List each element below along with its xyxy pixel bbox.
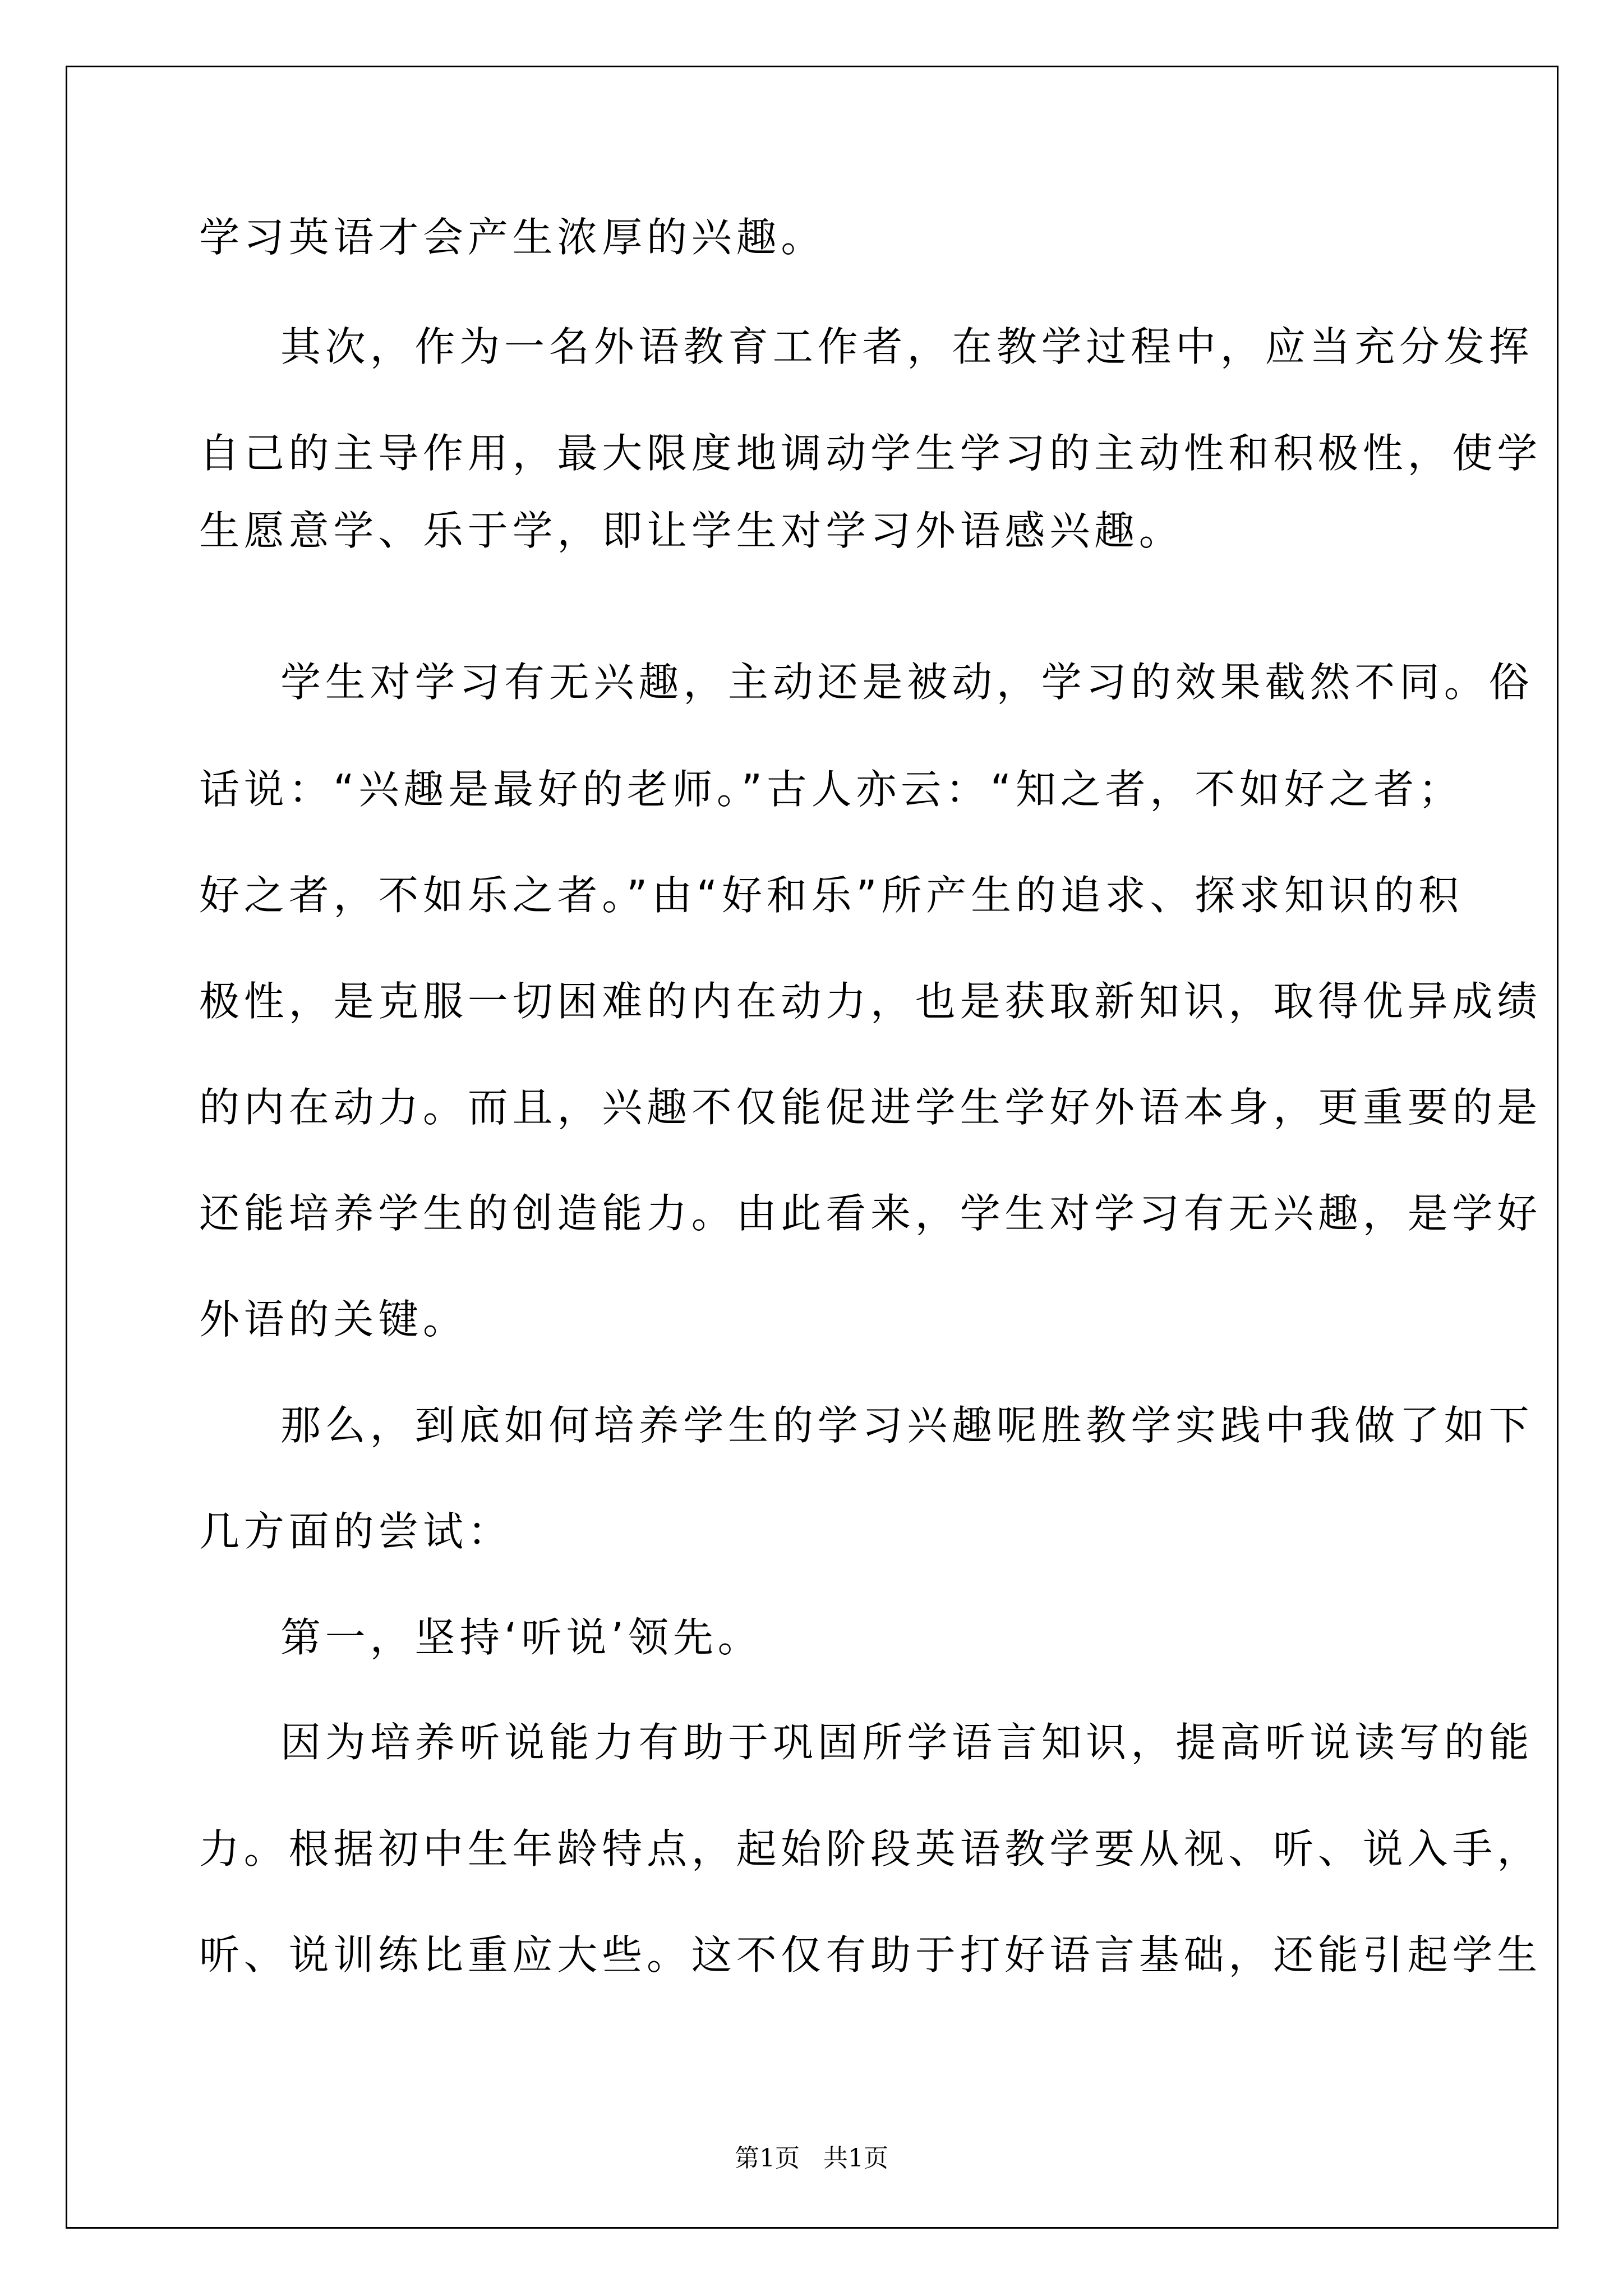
text-line: 生愿意学、乐于学，即让学生对学习外语感兴趣。: [199, 507, 1184, 554]
paragraph-start-line: 第一，坚持‘听说’领先。: [280, 1614, 763, 1661]
paragraph-start-line: 其次，作为一名外语教育工作者，在教学过程中，应当充分发挥: [280, 323, 1534, 370]
text-line: 的内在动力。而且，兴趣不仅能促进学生学好外语本身，更重要的是: [199, 1084, 1542, 1131]
page-number-footer: 第1页 共1页: [735, 2144, 888, 2173]
text-line: 力。根据初中生年龄特点，起始阶段英语教学要从视、听、说入手，: [199, 1825, 1542, 1872]
paragraph-start-line: 因为培养听说能力有助于巩固所学语言知识，提高听说读写的能: [280, 1719, 1534, 1766]
text-line: 外语的关键。: [199, 1296, 468, 1343]
paragraph-start-line: 学生对学习有无兴趣，主动还是被动，学习的效果截然不同。俗: [280, 659, 1534, 706]
text-line: 听、说训练比重应大些。这不仅有助于打好语言基础，还能引起学生: [199, 1931, 1542, 1978]
page-border: [66, 66, 1559, 2229]
text-line: 几方面的尝试：: [199, 1508, 513, 1555]
text-line: 学习英语才会产生浓厚的兴趣。: [199, 214, 826, 261]
text-line: 还能培养学生的创造能力。由此看来，学生对学习有无兴趣，是学好: [199, 1190, 1542, 1237]
paragraph-start-line: 那么，到底如何培养学生的学习兴趣呢胜教学实践中我做了如下: [280, 1402, 1534, 1449]
text-line: 自己的主导作用，最大限度地调动学生学习的主动性和积极性，使学: [199, 430, 1542, 477]
text-line: 话说：“兴趣是最好的老师。”古人亦云：“知之者，不如好之者；: [199, 766, 1463, 813]
text-line: 极性，是克服一切困难的内在动力，也是获取新知识，取得优异成绩: [199, 978, 1542, 1025]
text-line: 好之者，不如乐之者。”由“好和乐”所产生的追求、探求知识的积: [199, 872, 1463, 919]
